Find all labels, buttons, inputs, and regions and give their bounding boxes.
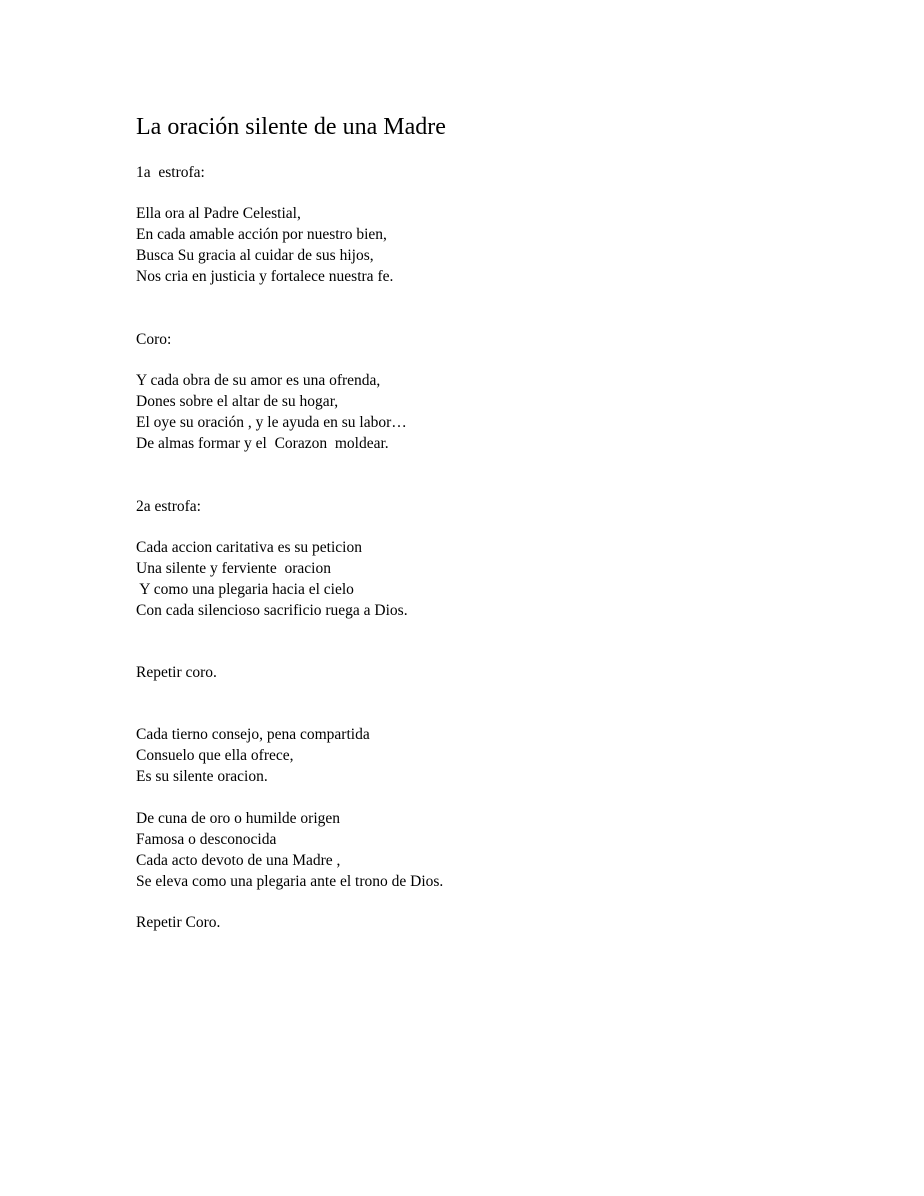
verse-3-line-1: Cada tierno consejo, pena compartida: [136, 726, 370, 743]
verse-2-line-4: Con cada silencioso sacrificio ruega a Dios.: [136, 602, 408, 619]
repeat-chorus-2: Repetir Coro.: [136, 914, 221, 931]
verse-1-line-4: Nos cria en justicia y fortalece nuestra fe.: [136, 268, 394, 285]
repeat-chorus-1: Repetir coro.: [136, 664, 217, 681]
verse-1-line-2: En cada amable acción por nuestro bien,: [136, 226, 387, 243]
chorus-label: Coro:: [136, 331, 172, 348]
verse-2-line-1: Cada accion caritativa es su peticion: [136, 539, 362, 556]
verse-1-line-1: Ella ora al Padre Celestial,: [136, 205, 301, 222]
stanza-label-1: 1a estrofa:: [136, 164, 205, 181]
chorus-line-2: Dones sobre el altar de su hogar,: [136, 393, 339, 410]
verse-4-line-4: Se eleva como una plegaria ante el trono de Dios.: [136, 873, 444, 890]
verse-4-line-2: Famosa o desconocida: [136, 831, 277, 848]
verse-4-line-3: Cada acto devoto de una Madre ,: [136, 852, 341, 869]
verse-4-line-1: De cuna de oro o humilde origen: [136, 810, 341, 827]
verse-2-line-2: Una silente y ferviente oracion: [136, 560, 331, 577]
verse-3-line-2: Consuelo que ella ofrece,: [136, 747, 294, 764]
chorus-line-4: De almas formar y el Corazon moldear.: [136, 435, 389, 452]
verse-2-line-3: Y como una plegaria hacia el cielo: [136, 581, 354, 598]
stanza-label-2: 2a estrofa:: [136, 498, 201, 515]
verse-3-line-3: Es su silente oracion.: [136, 768, 268, 785]
verse-1-line-3: Busca Su gracia al cuidar de sus hijos,: [136, 247, 374, 264]
document-title: La oración silente de una Madre: [136, 114, 446, 140]
chorus-line-3: El oye su oración , y le ayuda en su labor…: [136, 414, 407, 431]
chorus-line-1: Y cada obra de su amor es una ofrenda,: [136, 372, 381, 389]
